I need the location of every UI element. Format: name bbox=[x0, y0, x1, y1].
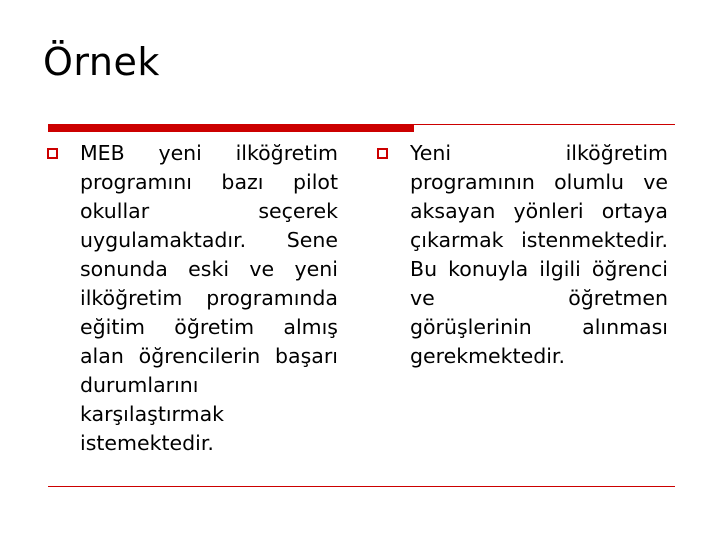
bullet-text-right bbox=[410, 139, 668, 371]
bullet-paragraph: Yeni ilköğretim programının olumlu ve aksayan yönleri ortaya çıkarmak istenmektedir. Bu konuyla ilgili öğrenci ve öğretmen görüşlerinin alınması gerekmektedir. bbox=[410, 141, 668, 368]
slide-title: Örnek bbox=[43, 40, 160, 84]
title-divider-thin bbox=[414, 124, 675, 125]
bullet-paragraph: MEB yeni ilköğretim programını bazı pilot okullar seçerek uygulamaktadır. Sene sonunda eski ve yeni ilköğretim programında eğitim öğretim almış alan öğrencilerin başarı durumlarını karşılaştırmak istemektedir. bbox=[80, 141, 338, 455]
title-divider bbox=[48, 124, 675, 132]
hollow-square-bullet-icon bbox=[47, 148, 58, 159]
hollow-square-bullet-icon bbox=[377, 148, 388, 159]
bullet-text-left bbox=[80, 139, 338, 458]
bottom-divider bbox=[48, 486, 675, 487]
title-divider-thick bbox=[48, 124, 414, 132]
